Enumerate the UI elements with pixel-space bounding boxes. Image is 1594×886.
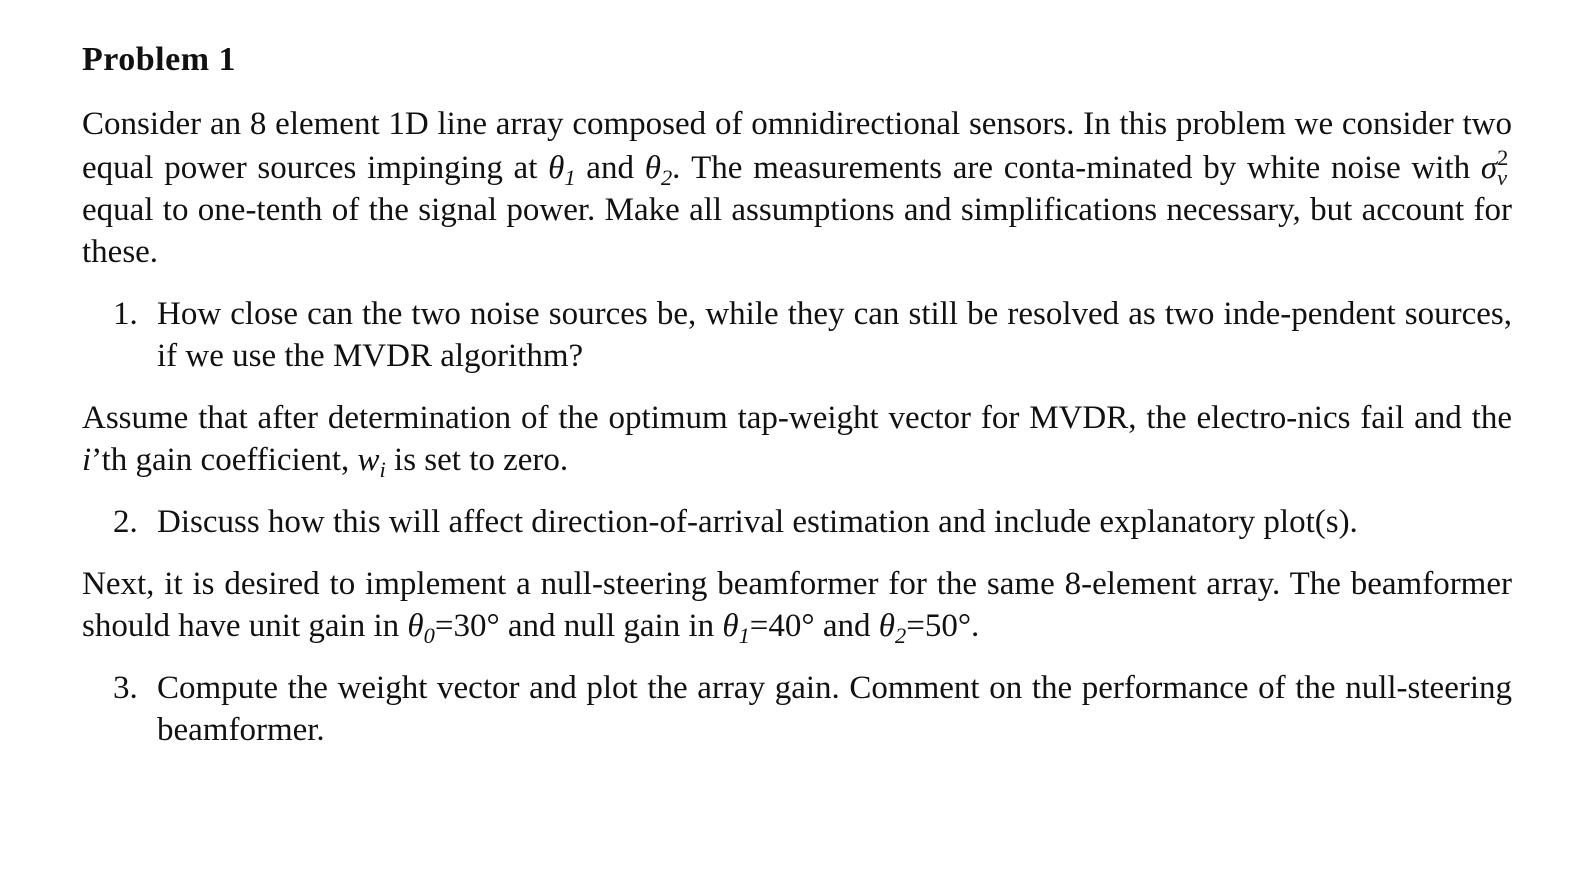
para2-text-2: ’th gain coefficient, [91, 441, 358, 478]
theta-2-subscript: 2 [894, 622, 907, 648]
question-2 [113, 501, 1512, 543]
intro-text-3: equal to one-tenth of the signal power. Make all assumptions and simplifications necessary, but account for these. [82, 191, 1512, 270]
sigma-glyph: σ [1480, 149, 1498, 186]
question-2-text: Discuss how this will affect direction-of-arrival estimation and include explanatory plot(s). [157, 503, 1358, 540]
sigma-superscript: 2 [1497, 144, 1509, 170]
assumption-paragraph [82, 397, 1512, 481]
theta-1-subscript: 1 [564, 164, 576, 190]
para2-text-3: is set to zero. [385, 441, 569, 478]
theta-glyph: θ [644, 149, 661, 186]
w-glyph: w [357, 441, 380, 478]
theta-1-subscript: 1 [738, 622, 750, 648]
intro-paragraph [82, 103, 1512, 273]
para2-text-1: Assume that after determination of the optimum tap-weight vector for MVDR, the electro-nics fail and the [82, 399, 1512, 436]
problem-title: Problem 1 [82, 41, 237, 78]
question-1 [113, 293, 1512, 377]
theta-1-value: =40° [749, 607, 815, 644]
question-3-text: Compute the weight vector and plot the array gain. Comment on the performance of the null-steering beamformer. [157, 669, 1512, 748]
theta-2-symbol [644, 149, 673, 190]
para3-text-2: and null gain in [499, 607, 723, 644]
sigma-v-squared-symbol [1480, 144, 1512, 191]
theta-2-value: =50° [906, 607, 972, 644]
theta-0-value: =30° [434, 607, 500, 644]
question-1-number: 1. [113, 295, 138, 332]
theta-1-symbol [548, 149, 576, 190]
theta-glyph: θ [722, 607, 739, 644]
document-page [82, 40, 1512, 771]
theta-2-symbol [878, 607, 907, 648]
theta-0-symbol [407, 607, 435, 648]
w-subscript: i [379, 456, 386, 482]
intro-and: and [575, 149, 645, 186]
question-2-number: 2. [113, 503, 138, 540]
question-3 [113, 667, 1512, 751]
question-3-number: 3. [113, 669, 138, 706]
theta-glyph: θ [407, 607, 424, 644]
intro-text-1: Consider an 8 element 1D line array composed of omnidirectional sensors. In this problem we consider two equal power sources impinging at [82, 105, 1512, 186]
i-symbol: i [82, 441, 92, 478]
theta-0-subscript: 0 [423, 622, 435, 648]
theta-glyph: θ [878, 607, 895, 644]
intro-text-2: . The measurements are conta-minated by white noise with [672, 149, 1481, 186]
w-i-symbol [357, 441, 386, 482]
para3-text-1: Next, it is desired to implement a null-steering beamformer for the same 8-element array. The beamformer should have unit gain in [82, 565, 1512, 644]
question-1-text: How close can the two noise sources be, while they can still be resolved as two inde-pendent sources, if we use the MVDR algorithm? [157, 295, 1512, 374]
sigma-subscript: v [1497, 165, 1508, 191]
para3-end: . [971, 607, 980, 644]
para3-and: and [814, 607, 879, 644]
null-steering-paragraph [82, 563, 1512, 647]
sigma-supsub [1497, 144, 1512, 191]
theta-2-subscript: 2 [660, 164, 673, 190]
theta-1-symbol [722, 607, 750, 648]
theta-glyph: θ [548, 149, 565, 186]
